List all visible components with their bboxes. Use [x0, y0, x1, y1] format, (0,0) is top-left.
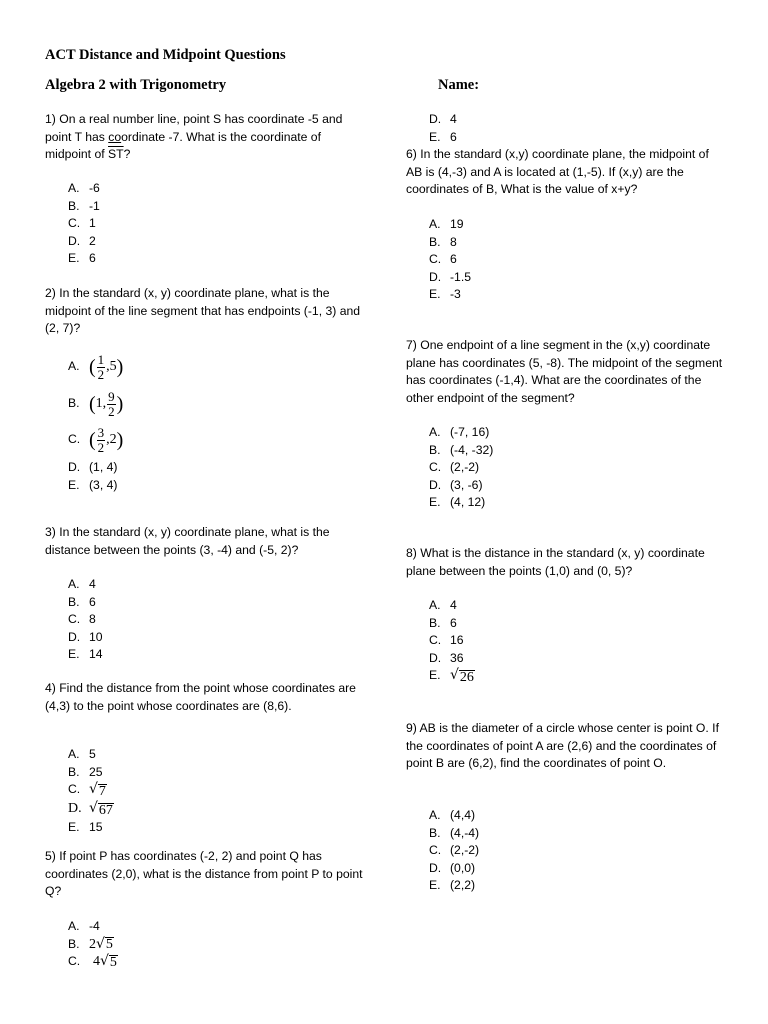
choice-1e: E. 6 — [68, 251, 96, 266]
question-6-choices — [429, 216, 471, 304]
fraction-expression: ( $\frac{3}{2}$ , 2 ) — [89, 424, 124, 455]
choice-9d: D. (0,0) — [429, 860, 476, 875]
choice-9b: B. (4,-4) — [429, 825, 480, 840]
question-7-text: 7) One endpoint of a line segment in the (x,y) coordinate plane has coordinates (5, -8). The midpoint of the segment has coordinates (-1,4). What are the coordinates of the other endpoint of the segment? — [406, 338, 723, 405]
choice-4e: E. 15 — [68, 819, 103, 834]
choice-8d: D. 36 — [429, 650, 464, 665]
choice-6a: A. 19 — [429, 217, 464, 231]
choice-5a: A. -4 — [68, 919, 100, 933]
choice-7a: A. (-7, 16) — [429, 425, 490, 439]
choice-9e: E. (2,2) — [429, 878, 476, 893]
choice-1d: D. 2 — [68, 233, 96, 248]
question-1-choices — [68, 180, 100, 268]
choice-4d: D. √ 67 — [68, 799, 113, 818]
choice-6d: D. -1.5 — [429, 269, 472, 284]
question-7-choices — [429, 424, 493, 512]
choice-6b: B. 8 — [429, 234, 457, 249]
choice-7b: B. (-4, -32) — [429, 442, 494, 457]
choice-9c: C. (2,-2) — [429, 843, 480, 858]
choice-4a: A. 5 — [68, 747, 96, 761]
choice-2e: E. (3, 4) — [68, 477, 118, 492]
question-2-choices — [68, 459, 117, 494]
question-9-text: 9) AB is the diameter of a circle whose center is point O. If the coordinates of point A are (2,6) and the coordinates of point B are (6,2), find the coordinates of point O. — [406, 721, 719, 771]
choice-7e: E. (4, 12) — [429, 495, 486, 510]
question-6-text: 6) In the standard (x,y) coordinate plane, the midpoint of AB is (4,-3) and A is located at (1,-5). If (x,y) are the coordinates of B, What is the value of x+y? — [406, 147, 709, 197]
square-root-icon: √ 26 — [450, 667, 474, 685]
worksheet-title: ACT Distance and Midpoint Questions — [45, 47, 286, 63]
choice-9a: A. (4,4) — [429, 808, 476, 822]
choice-3b: B. 6 — [68, 594, 96, 609]
choice-8c: C. 16 — [429, 633, 464, 648]
choice-5e: E. 6 — [429, 129, 457, 144]
choice-8b: B. 6 — [429, 615, 457, 630]
question-1-text: 1) On a real number line, point S has coordinate -5 and point T has coordinate -7. What is the coordinate of midpoint of $\overline{ST}$? — [45, 112, 343, 162]
question-8-choices — [429, 597, 475, 685]
choice-3c: C. 8 — [68, 612, 96, 627]
question-5-choices — [68, 918, 118, 971]
course-subtitle: Algebra 2 with Trigonometry — [45, 77, 227, 93]
question-3-choices — [68, 576, 103, 664]
square-root-icon: 4 √ 5 — [93, 953, 117, 970]
choice-5b: B. 2 √ 5 — [68, 935, 113, 953]
choice-7d: D. (3, -6) — [429, 477, 483, 492]
choice-5d: D. 4 — [429, 112, 457, 126]
choice-8e: E. √ 26 — [429, 667, 474, 685]
choice-6e: E. -3 — [429, 287, 461, 302]
choice-3e: E. 14 — [68, 647, 103, 662]
square-root-icon: √ 7 — [89, 781, 106, 799]
choice-1c: C. 1 — [68, 216, 96, 231]
question-2-text: 2) In the standard (x, y) coordinate plane, what is the midpoint of the line segment that has endpoints (-1, 3) and (2, 7)? — [45, 286, 361, 336]
choice-2b: B. ( 1 , $\frac{9}{2}$ ) — [68, 388, 124, 419]
fraction-expression: ( 1 , $\frac{9}{2}$ ) — [89, 388, 124, 419]
fraction-expression: ( $\frac{1}{2}$ , 5 ) — [89, 351, 124, 382]
choice-1b: B. -1 — [68, 198, 100, 213]
question-4-choices — [68, 746, 114, 836]
question-5-text: 5) If point P has coordinates (-2, 2) and point Q has coordinates (2,0), what is the distance from point P to point Q? — [45, 849, 363, 899]
square-root-icon: √ 67 — [89, 799, 113, 818]
choice-2a: A. ( $\frac{1}{2}$ , 5 ) — [68, 351, 124, 382]
choice-5c: C. 4 √ 5 — [68, 953, 117, 970]
square-root-icon: 2 √ 5 — [89, 935, 113, 953]
question-3-text: 3) In the standard (x, y) coordinate plane, what is the distance between the points (3, -4) and (-5, 2)? — [45, 525, 330, 557]
question-8-text: 8) What is the distance in the standard (x, y) coordinate plane between the points (1,0) and (0, 5)? — [406, 546, 705, 578]
question-5-choices-continued — [429, 111, 457, 146]
segment-st: $\overline{ST}$ — [108, 147, 124, 162]
choice-2d: D. (1, 4) — [68, 460, 118, 474]
choice-6c: C. 6 — [429, 252, 457, 267]
choice-8a: A. 4 — [429, 598, 457, 612]
question-9-choices — [429, 807, 479, 895]
choice-3a: A. 4 — [68, 577, 96, 591]
name-label: Name: — [438, 77, 480, 93]
choice-4c: C. √ 7 — [68, 781, 106, 799]
choice-3d: D. 10 — [68, 629, 103, 644]
choice-4b: B. 25 — [68, 764, 103, 779]
choice-2c: C. ( $\frac{3}{2}$ , 2 ) — [68, 424, 124, 455]
choice-7c: C. (2,-2) — [429, 460, 480, 475]
question-4-text: 4) Find the distance from the point whose coordinates are (4,3) to the point whose coordinates are (8,6). — [45, 681, 356, 713]
choice-1a: A. -6 — [68, 181, 100, 195]
